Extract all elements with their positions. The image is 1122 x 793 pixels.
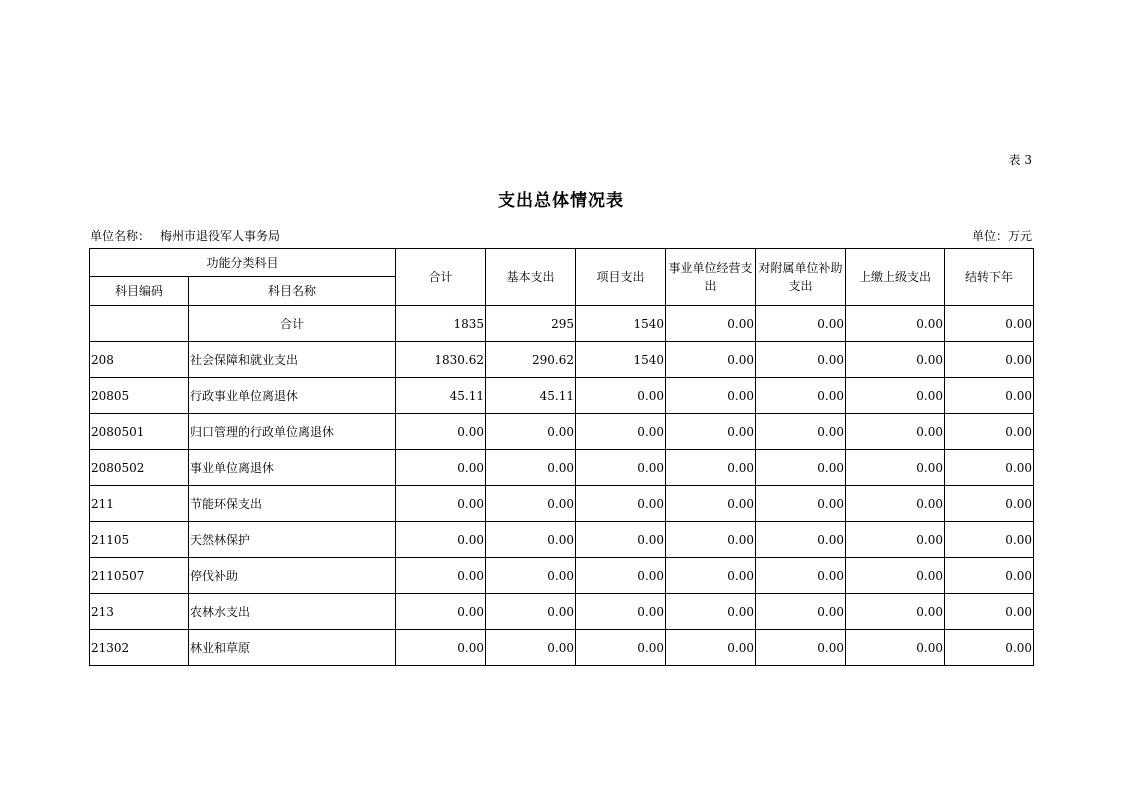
cell-name: 停伐补助 [189, 558, 396, 594]
cell-carry: 0.00 [945, 450, 1034, 486]
header-name: 科目名称 [189, 277, 396, 306]
cell-subsidy: 0.00 [756, 306, 846, 342]
cell-upper: 0.00 [846, 630, 945, 666]
cell-code: 2110507 [90, 558, 189, 594]
header-subsidy: 对附属单位补助支出 [756, 249, 846, 306]
cell-basic: 0.00 [486, 594, 576, 630]
cell-upper: 0.00 [846, 378, 945, 414]
table-row [90, 558, 1034, 594]
cell-total: 0.00 [396, 414, 486, 450]
cell-upper: 0.00 [846, 486, 945, 522]
cell-project: 1540 [576, 342, 666, 378]
cell-subsidy: 0.00 [756, 414, 846, 450]
cell-code: 208 [90, 342, 189, 378]
cell-code: 21302 [90, 630, 189, 666]
cell-carry: 0.00 [945, 342, 1034, 378]
cell-total: 0.00 [396, 486, 486, 522]
cell-carry: 0.00 [945, 594, 1034, 630]
header-function-category: 功能分类科目 [90, 249, 396, 277]
cell-total: 0.00 [396, 558, 486, 594]
cell-total: 1830.62 [396, 342, 486, 378]
cell-business: 0.00 [666, 378, 756, 414]
cell-project: 0.00 [576, 414, 666, 450]
expenditure-table [89, 248, 1034, 666]
cell-project: 0.00 [576, 630, 666, 666]
cell-carry: 0.00 [945, 306, 1034, 342]
table-row [90, 486, 1034, 522]
cell-project: 0.00 [576, 522, 666, 558]
cell-name: 社会保障和就业支出 [189, 342, 396, 378]
page-title: 支出总体情况表 [498, 191, 624, 211]
cell-business: 0.00 [666, 630, 756, 666]
cell-name: 天然林保护 [189, 522, 396, 558]
cell-code: 2080502 [90, 450, 189, 486]
cell-total: 45.11 [396, 378, 486, 414]
cell-basic: 0.00 [486, 414, 576, 450]
cell-upper: 0.00 [846, 522, 945, 558]
cell-business: 0.00 [666, 594, 756, 630]
cell-code: 2080501 [90, 414, 189, 450]
cell-carry: 0.00 [945, 630, 1034, 666]
cell-subsidy: 0.00 [756, 486, 846, 522]
cell-carry: 0.00 [945, 558, 1034, 594]
cell-business: 0.00 [666, 342, 756, 378]
cell-project: 0.00 [576, 378, 666, 414]
cell-subsidy: 0.00 [756, 342, 846, 378]
table-row [90, 378, 1034, 414]
cell-business: 0.00 [666, 558, 756, 594]
cell-basic: 0.00 [486, 558, 576, 594]
cell-code: 21105 [90, 522, 189, 558]
table-number: 表 3 [1008, 153, 1032, 167]
cell-upper: 0.00 [846, 414, 945, 450]
cell-carry: 0.00 [945, 414, 1034, 450]
cell-project: 0.00 [576, 450, 666, 486]
cell-total: 0.00 [396, 630, 486, 666]
cell-total: 0.00 [396, 594, 486, 630]
header-project: 项目支出 [576, 249, 666, 306]
table-row [90, 630, 1034, 666]
cell-name: 事业单位离退休 [189, 450, 396, 486]
cell-name: 节能环保支出 [189, 486, 396, 522]
header-basic: 基本支出 [486, 249, 576, 306]
table-row [90, 450, 1034, 486]
table-row [90, 306, 1034, 342]
cell-basic: 290.62 [486, 342, 576, 378]
unit-name-label: 单位名称： [90, 229, 151, 243]
cell-carry: 0.00 [945, 522, 1034, 558]
cell-name: 农林水支出 [189, 594, 396, 630]
cell-basic: 0.00 [486, 486, 576, 522]
cell-upper: 0.00 [846, 306, 945, 342]
cell-business: 0.00 [666, 486, 756, 522]
cell-business: 0.00 [666, 414, 756, 450]
cell-basic: 295 [486, 306, 576, 342]
cell-code [90, 306, 189, 342]
table-row [90, 594, 1034, 630]
cell-subsidy: 0.00 [756, 630, 846, 666]
header-upper: 上缴上级支出 [846, 249, 945, 306]
cell-upper: 0.00 [846, 594, 945, 630]
cell-basic: 45.11 [486, 378, 576, 414]
cell-name: 合计 [189, 306, 396, 342]
cell-subsidy: 0.00 [756, 558, 846, 594]
cell-business: 0.00 [666, 450, 756, 486]
cell-business: 0.00 [666, 306, 756, 342]
cell-business: 0.00 [666, 522, 756, 558]
cell-project: 0.00 [576, 486, 666, 522]
cell-upper: 0.00 [846, 450, 945, 486]
cell-basic: 0.00 [486, 630, 576, 666]
cell-total: 0.00 [396, 450, 486, 486]
cell-name: 归口管理的行政单位离退休 [189, 414, 396, 450]
cell-code: 20805 [90, 378, 189, 414]
cell-subsidy: 0.00 [756, 522, 846, 558]
header-carry: 结转下年 [945, 249, 1034, 306]
cell-subsidy: 0.00 [756, 450, 846, 486]
cell-name: 行政事业单位离退休 [189, 378, 396, 414]
cell-code: 213 [90, 594, 189, 630]
cell-project: 1540 [576, 306, 666, 342]
currency-unit: 单位：万元 [971, 229, 1032, 243]
cell-project: 0.00 [576, 594, 666, 630]
cell-total: 1835 [396, 306, 486, 342]
cell-carry: 0.00 [945, 378, 1034, 414]
cell-code: 211 [90, 486, 189, 522]
cell-name: 林业和草原 [189, 630, 396, 666]
cell-subsidy: 0.00 [756, 378, 846, 414]
unit-name [90, 227, 280, 244]
table-row [90, 522, 1034, 558]
cell-basic: 0.00 [486, 450, 576, 486]
cell-subsidy: 0.00 [756, 594, 846, 630]
table-row [90, 414, 1034, 450]
cell-basic: 0.00 [486, 522, 576, 558]
cell-carry: 0.00 [945, 486, 1034, 522]
table-row [90, 342, 1034, 378]
unit-name-value: 梅州市退役军人事务局 [160, 229, 281, 243]
cell-project: 0.00 [576, 558, 666, 594]
header-total: 合计 [396, 249, 486, 306]
header-business: 事业单位经营支出 [666, 249, 756, 306]
header-code: 科目编码 [90, 277, 189, 306]
cell-upper: 0.00 [846, 342, 945, 378]
cell-upper: 0.00 [846, 558, 945, 594]
cell-total: 0.00 [396, 522, 486, 558]
